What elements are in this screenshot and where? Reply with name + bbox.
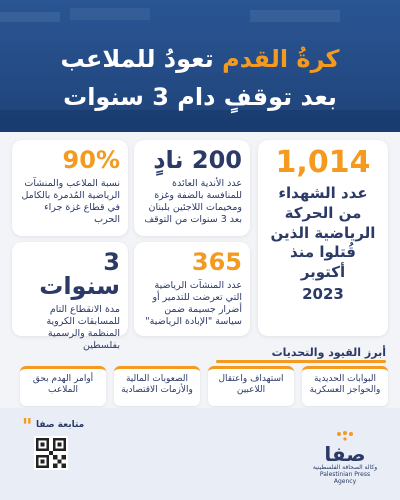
stat-card-facilities bbox=[134, 242, 250, 336]
stat-value-facilities: 365 bbox=[191, 248, 242, 276]
safa-logo bbox=[310, 430, 380, 484]
challenges-underline bbox=[216, 360, 386, 363]
title-line-2: بعد توقفٍ دام 3 سنوات bbox=[63, 83, 337, 111]
header-banner bbox=[0, 0, 400, 132]
challenge-item: الصعوبات المالية والأزمات الاقتصادية bbox=[114, 366, 200, 406]
stat-value-destroyed: 90% bbox=[62, 146, 120, 174]
stat-value-martyrs: 1,014 bbox=[275, 145, 371, 180]
stat-value-years: 3 سنوات bbox=[39, 248, 120, 300]
stat-year-martyrs: 2023 bbox=[302, 284, 344, 303]
challenge-item: استهداف واعتقال اللاعبين bbox=[208, 366, 294, 406]
stat-card-destroyed bbox=[12, 140, 128, 236]
stat-desc-martyrs: عدد الشهداء من الحركة الرياضية الذين قُتلوا منذ أكتوبر bbox=[270, 184, 376, 282]
stat-desc-clubs: عدد الأندية العائدة للمنافسة بالضفة وغزة ومخيمات اللاجئين بلبنان بعد 3 سنوات من التوقف bbox=[144, 178, 242, 225]
quote-mark-icon: " bbox=[22, 414, 33, 438]
stat-value-clubs: 200 نادٍ bbox=[153, 146, 242, 174]
follow-label: متابعة صفا bbox=[36, 420, 85, 430]
stat-desc-years: مدة الانقطاع التام للمسابقات الكروية المنظمة والرسمية بفلسطين bbox=[46, 304, 120, 351]
title-highlight: كرةُ القدم bbox=[222, 45, 340, 73]
qr-code-icon[interactable] bbox=[34, 436, 68, 470]
challenges-title: أبرز القيود والتحديات bbox=[271, 346, 386, 359]
stat-card-years bbox=[12, 242, 128, 351]
logo-name: صفا bbox=[324, 442, 366, 466]
stat-desc-facilities: عدد المنشآت الرياضية التي تعرضت للتدمير أو أضرار جسيمة ضمن سياسة "الإبادة الرياضية" bbox=[145, 280, 242, 327]
stat-card-martyrs bbox=[258, 140, 388, 336]
title-rest: تعودُ للملاعب bbox=[60, 45, 214, 73]
logo-sub-en: Palestinian Press Agency bbox=[319, 471, 371, 486]
challenge-item: أوامر الهدم بحق الملاعب bbox=[20, 366, 106, 406]
logo-sub-ar: وكالة الصحافة الفلسطينية bbox=[312, 464, 378, 471]
stat-desc-destroyed: نسبة الملاعب والمنشآت الرياضية المُدمرة بالكامل في قطاع غزة جراء الحرب bbox=[21, 178, 120, 225]
challenge-item: البوابات الحديدية والحواجز العسكرية bbox=[302, 366, 388, 406]
stat-card-clubs bbox=[134, 140, 250, 236]
title-line-1 bbox=[20, 46, 380, 74]
